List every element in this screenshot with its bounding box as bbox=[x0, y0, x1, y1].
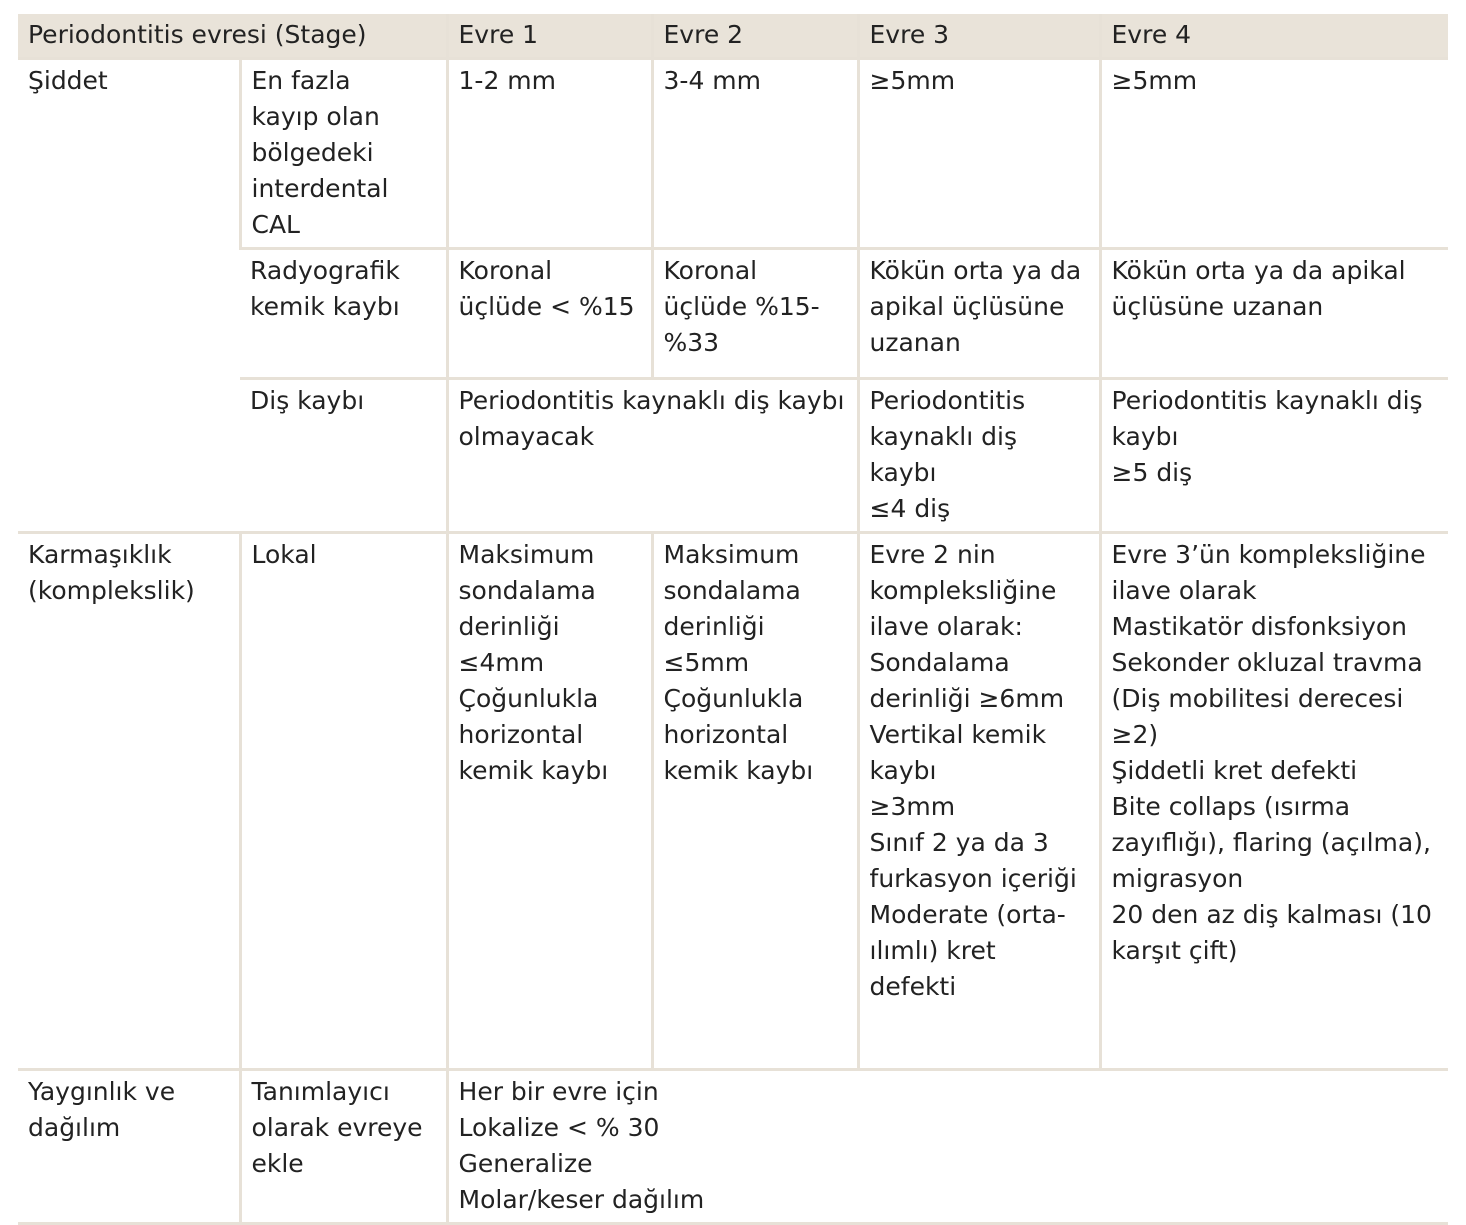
karmasiklik-evre-3: Evre 2 nin kompleksliğine ilave olarak: Sondalama derinliği ≥6mm Vertikal kemik kaybı ≥3mm Sınıf 2 ya da 3 furkasyon içeriği Moderate (orta- ılımlı) kret defekti bbox=[858, 533, 1100, 1070]
radyografik-evre-2: Koronal üçlüde %15- %33 bbox=[652, 249, 858, 379]
radyografik-evre-1: Koronal üçlüde < %15 bbox=[447, 249, 652, 379]
cal-label: En fazla kayıp olan bölgedeki interdental CAL bbox=[240, 59, 447, 249]
karmasiklik-evre-1: Maksimum sondalama derinliği ≤4mm Çoğunlukla horizontal kemik kaybı bbox=[447, 533, 652, 1070]
radyografik-label: Radyografik kemik kaybı bbox=[240, 249, 447, 379]
stage-table bbox=[18, 14, 1448, 1225]
karmasiklik-label: Karmaşıklık (komplekslik) bbox=[18, 533, 240, 1070]
header-evre-3: Evre 3 bbox=[858, 14, 1100, 59]
cal-evre-2: 3-4 mm bbox=[652, 59, 858, 249]
dis-kaybi-evre-4: Periodontitis kaynaklı diş kaybı ≥5 diş bbox=[1100, 379, 1448, 533]
dis-kaybi-label: Diş kaybı bbox=[240, 379, 447, 533]
yayginlik-label: Yaygınlık ve dağılım bbox=[18, 1070, 240, 1224]
row-cal bbox=[18, 59, 1448, 249]
siddet-label: Şiddet bbox=[18, 59, 240, 533]
radyografik-evre-3: Kökün orta ya da apikal üçlüsüne uzanan bbox=[858, 249, 1100, 379]
cal-evre-3: ≥5mm bbox=[858, 59, 1100, 249]
header-stage: Periodontitis evresi (Stage) bbox=[18, 14, 447, 59]
row-yayginlik bbox=[18, 1070, 1448, 1224]
row-karmasiklik bbox=[18, 533, 1448, 1070]
cal-evre-1: 1-2 mm bbox=[447, 59, 652, 249]
radyografik-evre-4: Kökün orta ya da apikal üçlüsüne uzanan bbox=[1100, 249, 1448, 379]
header-evre-2: Evre 2 bbox=[652, 14, 858, 59]
header-evre-1: Evre 1 bbox=[447, 14, 652, 59]
cal-evre-4: ≥5mm bbox=[1100, 59, 1448, 249]
karmasiklik-evre-2: Maksimum sondalama derinliği ≤5mm Çoğunlukla horizontal kemik kaybı bbox=[652, 533, 858, 1070]
header-evre-4: Evre 4 bbox=[1100, 14, 1448, 59]
yayginlik-all: Her bir evre için Lokalize < % 30 Generalize Molar/keser dağılım bbox=[447, 1070, 1448, 1224]
dis-kaybi-evre-3: Periodontitis kaynaklı diş kaybı ≤4 diş bbox=[858, 379, 1100, 533]
dis-kaybi-evre-1-2: Periodontitis kaynaklı diş kaybı olmayacak bbox=[447, 379, 858, 533]
header-row bbox=[18, 14, 1448, 59]
yayginlik-sub: Tanımlayıcı olarak evreye ekle bbox=[240, 1070, 447, 1224]
karmasiklik-evre-4: Evre 3’ün kompleksliğine ilave olarak Mastikatör disfonksiyon Sekonder okluzal travma (Diş mobilitesi derecesi ≥2) Şiddetli kret defekti Bite collaps (ısırma zayıflığı), flaring (açılma), migrasyon 20 den az diş kalması (10 karşıt çift) bbox=[1100, 533, 1448, 1070]
karmasiklik-sub: Lokal bbox=[240, 533, 447, 1070]
